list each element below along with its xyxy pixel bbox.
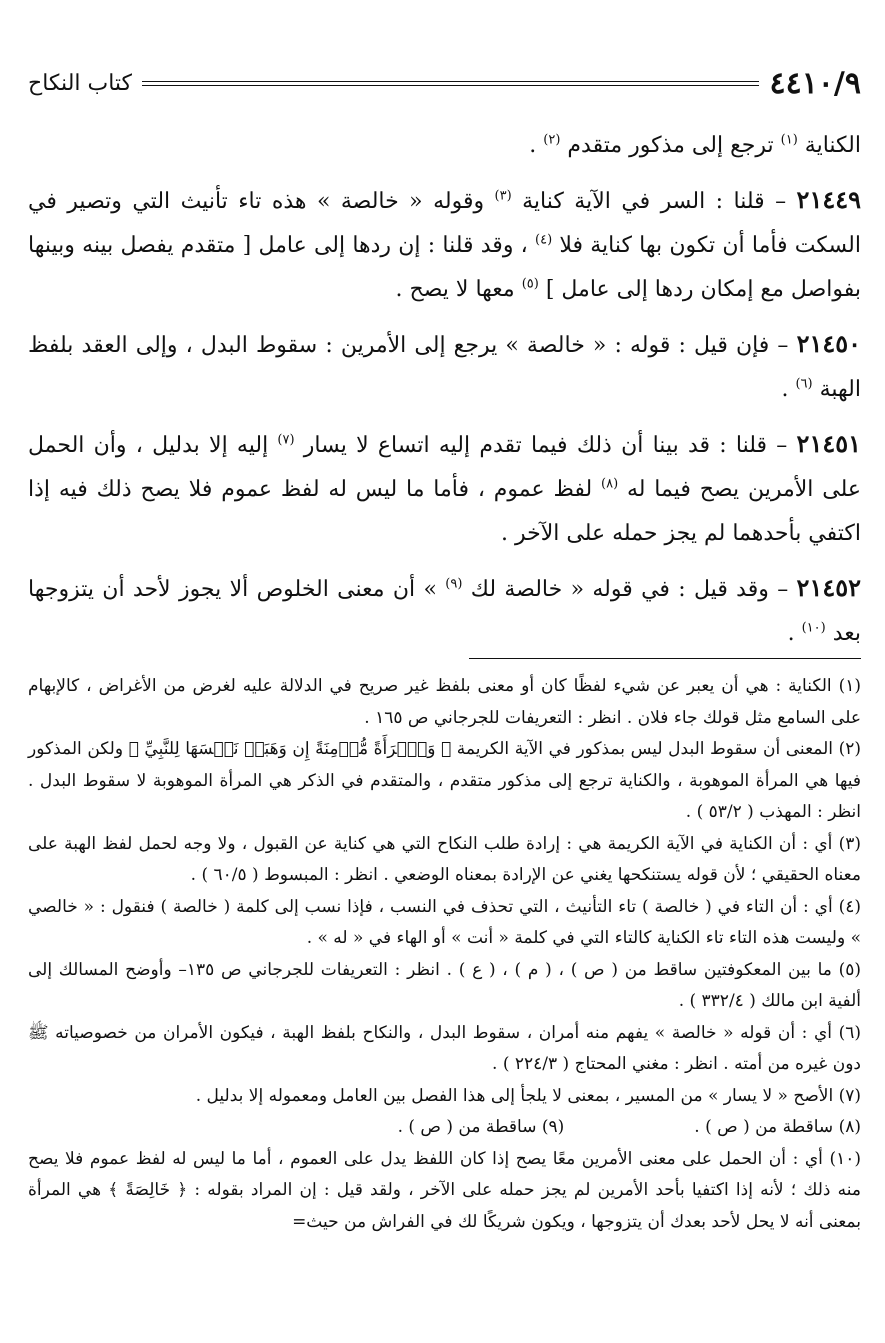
footnote-6: (٦) أي : أن قوله « خالصة » يفهم منه أمران ، سقوط البدل ، والنكاح بلفظ الهبة ، فيكون الأمران من خصوصياته ﷺ دون غيره من أمته . انظر : مغني المحتاج ( ٢٢٤/٣ ) .: [28, 1022, 861, 1074]
footnote-ref: (٥): [521, 276, 539, 292]
paragraph-number: ٢١٤٥١: [796, 429, 861, 458]
footnotes: [28, 671, 861, 1238]
footnote-4: (٤) أي : أن التاء في ( خالصة ) تاء التأنيث ، التي تحذف في النسب ، فإذا نسب إلى كلمة ( خالصة ) فنقول : « خالصي » وليست هذه التاء تاء الكناية كالتاء التي في كلمة « أنت » أو الهاء في « له » .: [28, 896, 861, 948]
footnote-ref: (٣): [494, 188, 512, 204]
paragraph-number: ٢١٤٤٩: [796, 185, 861, 214]
footnote-ref: (١٠): [801, 620, 826, 636]
footnote-ref: (٩): [445, 576, 463, 592]
footnote-1: (١) الكناية : هي أن يعبر عن شيء لفظًا كان أو معنى بلفظ غير صريح في الدلالة عليه لغرض من الأغراض ، كالإبهام على السامع مثل قولك جاء فلان . انظر : التعريفات للجرجاني ص ١٦٥ .: [28, 676, 861, 728]
footnote-ref: (٢): [543, 132, 561, 148]
paragraph-number: ٢١٤٥٠: [796, 329, 862, 358]
main-text: [28, 124, 861, 666]
paragraph-21452: ٢١٤٥٢ – وقد قيل : في قوله « خالصة لك $^{(٩)}$ » أن معنى الخلوص ألا يجوز لأحد أن يتزوجها بعد $^{(١٠)}$ .: [28, 573, 861, 646]
book-page: [28, 0, 861, 1343]
footnote-divider: [469, 658, 861, 659]
book-title: كتاب النكاح: [28, 71, 133, 96]
footnote-ref: (١): [780, 132, 798, 148]
footnote-10: (١٠) أي : أن الحمل على معنى الأمرين معًا يصح إذا كان اللفظ يدل على العموم ، أما ما ليس له لفظ عموم فلا يصح منه ذلك ؛ لأنه إذا اكتفيا بأحد الأمرين لم يجز حمله على الآخر ، ولقد قيل : إن المراد بقوله : ﴿ خَالِصَةً ﴾ هي المرأة بمعنى أنه لا يحل لأحد بعدك أن يتزوجها ، ويكون شريكًا لك في الفراش من حيث=: [28, 1148, 861, 1232]
footnote-8: (٨) ساقطة من ( ص ) .: [694, 1117, 861, 1137]
paragraph-21451: ٢١٤٥١ – قلنا : قد بينا أن ذلك فيما تقدم إليه اتساع لا يسار $^{(٧)}$ إليه إلا بدليل ، وأن الحمل على الأمرين يصح فيما له $^{(٨)}$ لفظ عموم ، فأما ما ليس له لفظ عموم فلا يصح ذلك فيه إذا اكتفي بأحدهما لم يجز حمله على الآخر .: [28, 429, 861, 546]
footnote-7: (٧) الأصح « لا يسار » من المسير ، بمعنى لا يلجأ إلى هذا الفصل بين العامل ومعموله إلا بدليل .: [195, 1085, 861, 1106]
paragraph-intro: الكناية $^{(١)}$ ترجع إلى مذكور متقدم $^{(٢)}$ .: [529, 132, 861, 158]
page-number: ٤٤١٠/٩: [769, 66, 861, 101]
page-header: [28, 64, 861, 104]
paragraph-number: ٢١٤٥٢: [796, 573, 861, 602]
footnote-3: (٣) أي : أن الكناية في الآية الكريمة هي : إرادة طلب النكاح التي هي كناية عن القبول ، ولا وجه لحمل لفظ الهبة على معناه الحقيقي ؛ لأن قوله يستنكحها يغني عن الإرادة بمعناه الوضعي . انظر : المبسوط ( ٦٠/٥ ) .: [28, 833, 861, 885]
footnote-ref: (٨): [601, 476, 619, 492]
footnote-5: (٥) ما بين المعكوفتين ساقط من ( ص ) ، ( م ) ، ( ع ) . انظر : التعريفات للجرجاني ص ١٣٥– وأوضح المسالك إلى ألفية ابن مالك ( ٣٣٢/٤ ) .: [28, 959, 861, 1011]
footnote-ref: (٦): [795, 376, 813, 392]
footnote-ref: (٤): [535, 232, 553, 248]
paragraph-21449: ٢١٤٤٩ – قلنا : السر في الآية كناية $^{(٣)}$ وقوله « خالصة » هذه تاء تأنيث التي وتصير في السكت فأما أن تكون بها كناية فلا $^{(٤)}$ ، وقد قلنا : إن ردها إلى عامل [ متقدم يفصل بينه وبينها بفواصل مع إمكان ردها إلى عامل ] $^{(٥)}$ معها لا يصح .: [28, 185, 861, 302]
header-double-rule: [142, 79, 759, 89]
footnote-ref: (٧): [277, 432, 295, 448]
footnote-2: (٢) المعنى أن سقوط البدل ليس بمذكور في الآية الكريمة ﴿ وَٱمۡرَأَةً مُّؤۡمِنَةً إِن وَهَبَتۡ نَفۡسَهَا لِلنَّبِيِّ ﴾ ولكن المذكور فيها هي المرأة الموهوبة ، والكناية ترجع إلى مذكور متقدم ، والمتقدم في الذكر هي المرأة الموهوبة لا سقوط البدل . انظر : المهذب ( ٥٣/٢ ) .: [28, 739, 861, 822]
footnote-pair: [28, 1112, 861, 1144]
footnote-9: (٩) ساقطة من ( ص ) .: [397, 1117, 565, 1137]
paragraph-21450: ٢١٤٥٠ – فإن قيل : قوله : « خالصة » يرجع إلى الأمرين : سقوط البدل ، وإلى العقد بلفظ الهبة $^{(٦)}$ .: [28, 329, 862, 402]
